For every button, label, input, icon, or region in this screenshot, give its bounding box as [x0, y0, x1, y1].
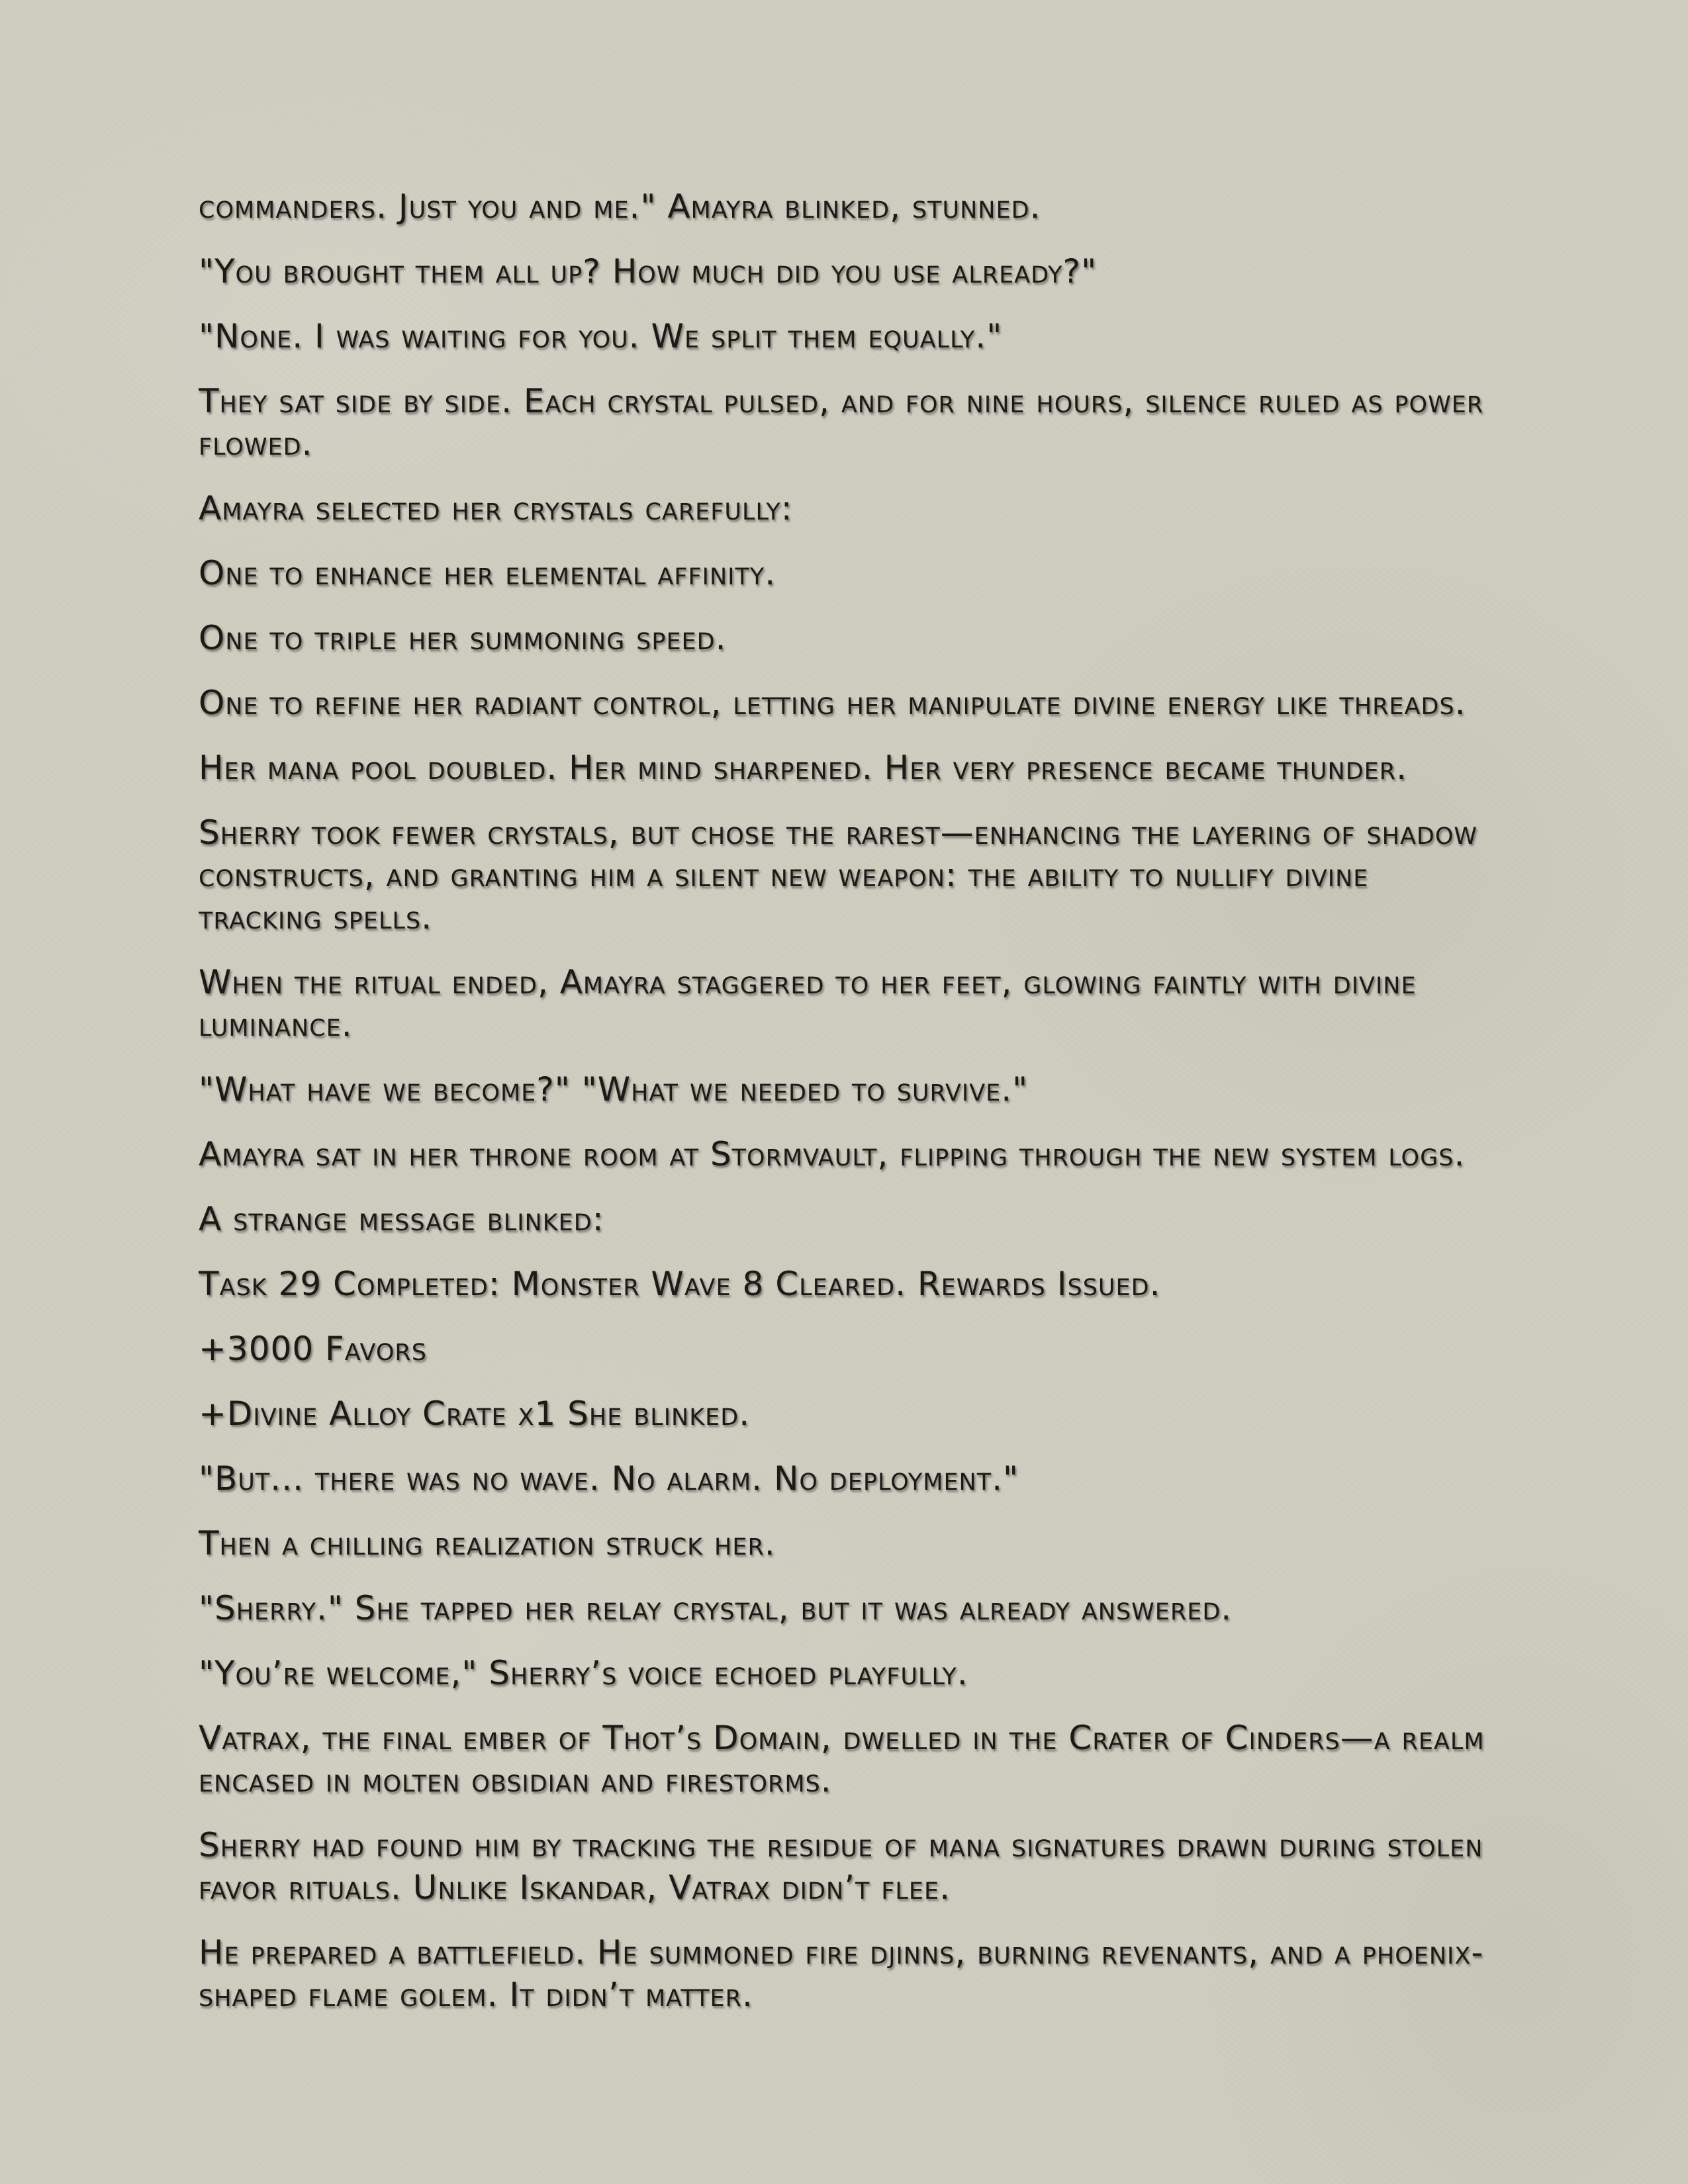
paragraph: "You’re welcome," Sherry’s voice echoed playfully. [199, 1654, 968, 1692]
paragraph: Her mana pool doubled. Her mind sharpened. Her very presence became thunder. [199, 749, 1407, 787]
paragraph: "You brought them all up? How much did you use already?" [199, 252, 1098, 291]
paragraph: "None. I was waiting for you. We split them equally." [199, 317, 1003, 355]
paragraph: "Sherry." She tapped her relay crystal, but it was already answered. [199, 1589, 1233, 1627]
paragraph: They sat side by side. Each crystal pulsed, and for nine hours, silence ruled as power flowed. [199, 382, 1484, 463]
paragraph: One to refine her radiant control, letting her manipulate divine energy like threads. [199, 684, 1466, 722]
paragraph: A strange message blinked: [199, 1200, 604, 1238]
paragraph: Task 29 Completed: Monster Wave 8 Cleared. Rewards Issued. [199, 1265, 1161, 1303]
paragraph: Amayra selected her crystals carefully: [199, 489, 793, 527]
paragraph: commanders. Just you and me." Amayra blinked, stunned. [199, 187, 1041, 226]
paragraph: Then a chilling realization struck her. [199, 1524, 776, 1563]
paragraph: "What have we become?" "What we needed to survive." [199, 1070, 1029, 1109]
paragraph: "But... there was no wave. No alarm. No deployment." [199, 1459, 1019, 1498]
paragraph: Vatrax, the final ember of Thot’s Domain, dwelled in the Crater of Cinders—a realm encased in molten obsidian and firestorms. [199, 1719, 1485, 1799]
paragraph: One to triple her summoning speed. [199, 619, 727, 657]
paragraph: He prepared a battlefield. He summoned fire djinns, burning revenants, and a phoenix-shaped flame golem. It didn’t matter. [199, 1933, 1484, 2014]
paragraph: One to enhance her elemental affinity. [199, 554, 776, 592]
document-page [199, 185, 1496, 2144]
paragraph: Sherry had found him by tracking the residue of mana signatures drawn during stolen favor rituals. Unlike Iskandar, Vatrax didn’t flee. [199, 1826, 1483, 1907]
paragraph: Sherry took fewer crystals, but chose the rarest—enhancing the layering of shadow constructs, and granting him a silent new weapon: the ability to nullify divine tracking spells. [199, 813, 1477, 936]
paragraph: +Divine Alloy Crate x1 She blinked. [199, 1394, 751, 1433]
paragraph: +3000 Favors [199, 1330, 427, 1368]
paragraph: Amayra sat in her throne room at Stormvault, flipping through the new system logs. [199, 1135, 1466, 1173]
paragraph: When the ritual ended, Amayra staggered to her feet, glowing faintly with divine luminance. [199, 963, 1417, 1044]
